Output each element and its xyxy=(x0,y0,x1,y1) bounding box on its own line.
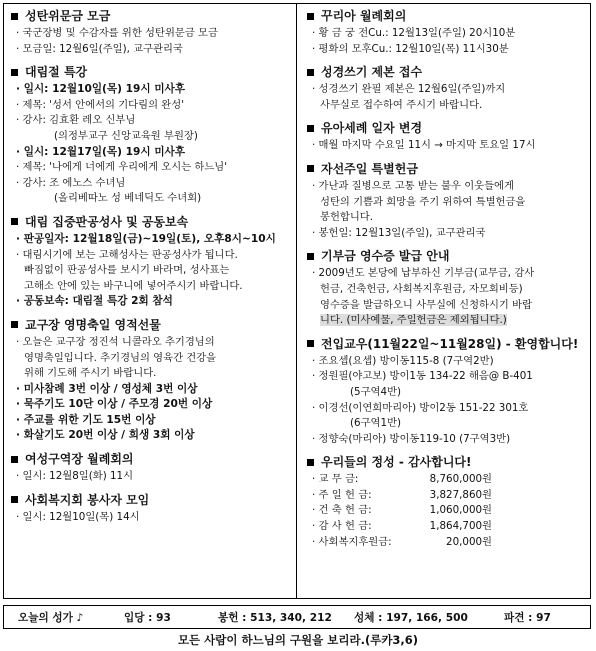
section-line xyxy=(10,510,292,526)
section-line xyxy=(306,210,588,226)
section-line xyxy=(306,354,588,370)
offering-amount: 8,760,000원 xyxy=(429,473,492,486)
section-line xyxy=(10,382,292,398)
scripture-verse: 모든 사람이 하느님의 구원을 보리라.(루카3,6) xyxy=(177,633,419,647)
section-s4 xyxy=(10,317,292,444)
line-text: 영명축일입니다. 추기경님의 영육간 건강을 xyxy=(24,351,217,364)
line-text: · 묵주기도 10단 이상 / 주모경 20번 이상 xyxy=(16,398,213,411)
section-r4 xyxy=(306,161,588,241)
offering-section xyxy=(306,454,588,550)
line-text: (6구역1반) xyxy=(350,417,401,430)
section-line xyxy=(306,179,588,195)
square-bullet-icon xyxy=(307,69,314,76)
square-bullet-icon xyxy=(11,69,18,76)
section-line xyxy=(306,266,588,282)
offering-row xyxy=(306,535,588,551)
square-bullet-icon xyxy=(11,13,18,20)
section-line xyxy=(10,98,292,114)
section-line xyxy=(10,191,292,207)
offering-row xyxy=(306,472,588,488)
section-heading: 대림절 특강 xyxy=(25,65,88,80)
section-line xyxy=(10,294,292,310)
section-line xyxy=(10,113,292,129)
offering-amount: 1,060,000원 xyxy=(429,504,492,517)
square-bullet-icon xyxy=(11,456,18,463)
square-bullet-icon xyxy=(307,340,314,347)
section-heading: 사회복지회 봉사자 모임 xyxy=(25,492,150,507)
section-heading: 유아세례 일자 변경 xyxy=(321,121,423,136)
section-heading: 교구장 영명축일 영적선물 xyxy=(25,317,161,332)
line-text: · 성경쓰기 완필 제본은 12월6일(주일)까지 xyxy=(312,83,506,96)
line-text: (5구역4반) xyxy=(350,385,401,398)
line-text: · 강사: 김효환 레오 신부님 xyxy=(16,114,136,127)
offering-row xyxy=(306,503,588,519)
section-line xyxy=(306,82,588,98)
section-line xyxy=(10,263,292,279)
section-s2 xyxy=(10,64,292,207)
section-line xyxy=(306,42,588,58)
section-line xyxy=(306,401,588,417)
line-text: 고해소 안에 있는 바구니에 넣어주시기 바랍니다. xyxy=(24,279,243,292)
section-heading: 전입교우(11월22일~11월28일) - 환영합니다! xyxy=(321,336,579,351)
section-line xyxy=(10,42,292,58)
hymn-label: 오늘의 성가 ♪ xyxy=(18,611,84,624)
offering-label: · 교 무 금: xyxy=(312,473,359,486)
square-bullet-icon xyxy=(307,13,314,20)
section-r5 xyxy=(306,248,588,328)
entrance-hymn: 입당 : 93 xyxy=(124,611,171,624)
section-line xyxy=(10,335,292,351)
offertory-hymn: 봉헌 : 513, 340, 212 xyxy=(218,611,332,624)
line-text: 봉헌합니다. xyxy=(320,211,374,224)
line-text: 니다. (미사예물, 주일헌금은 제외됩니다.) xyxy=(320,314,507,327)
line-text: · 제목: '성서 안에서의 기다림의 완성' xyxy=(16,98,185,111)
line-text: 영수증을 발급하오니 사무실에 신청하시기 바랍 xyxy=(320,298,533,311)
right-column xyxy=(306,8,588,557)
section-line xyxy=(10,26,292,42)
square-bullet-icon xyxy=(11,496,18,503)
section-line xyxy=(10,160,292,176)
section-line xyxy=(10,397,292,413)
line-text: · 정향숙(마리아) 방이동119-10 (7구역3반) xyxy=(312,432,511,445)
section-line xyxy=(306,369,588,385)
line-text: · 공동보속: 대림절 특강 2회 참석 xyxy=(16,295,173,308)
line-text: · 모금일: 12월6일(주일), 교구관리국 xyxy=(16,42,183,55)
left-column xyxy=(10,8,292,532)
line-text: · 가난과 질병으로 고통 받는 불우 이웃들에게 xyxy=(312,179,514,192)
section-line xyxy=(10,145,292,161)
line-text: · 오늘은 교구장 정진석 니콜라오 추기경님의 xyxy=(16,335,215,348)
line-text: · 판공일자: 12월18일(금)~19일(토), 오후8시~10시 xyxy=(16,232,276,245)
section-r6 xyxy=(306,336,588,448)
square-bullet-icon xyxy=(11,321,18,328)
section-heading: 자선주일 특별헌금 xyxy=(321,161,418,176)
offering-amount: 1,864,700원 xyxy=(429,520,492,533)
communion-hymn: 성체 : 197, 166, 500 xyxy=(354,611,468,624)
square-bullet-icon xyxy=(307,125,314,132)
section-line xyxy=(10,82,292,98)
section-line xyxy=(306,226,588,242)
section-s1 xyxy=(10,8,292,57)
section-line xyxy=(10,176,292,192)
offering-heading: 우리들의 정성 - 감사합니다! xyxy=(321,455,472,470)
offering-label: · 주 일 헌 금: xyxy=(312,488,372,501)
section-heading: 여성구역장 월례회의 xyxy=(25,452,134,467)
line-text: · 강사: 조 에노스 수녀님 xyxy=(16,176,126,189)
section-line xyxy=(10,413,292,429)
section-heading: 대림 집중판공성사 및 공동보속 xyxy=(25,214,189,229)
offering-label: · 감 사 헌 금: xyxy=(312,520,372,533)
line-text: (올리베따노 성 베네딕도 수녀회) xyxy=(54,192,202,205)
line-text: · 화살기도 20번 이상 / 희생 3회 이상 xyxy=(16,429,195,442)
square-bullet-icon xyxy=(307,253,314,260)
hymn-bar xyxy=(3,605,591,629)
line-text: 성탄의 기쁨과 희망을 주기 위하여 특별헌금을 xyxy=(320,195,526,208)
square-bullet-icon xyxy=(307,459,314,466)
section-line xyxy=(306,26,588,42)
section-line xyxy=(10,351,292,367)
line-text: · 미사참례 3번 이상 / 영성체 3번 이상 xyxy=(16,382,198,395)
section-line xyxy=(306,138,588,154)
offering-amount: 20,000원 xyxy=(446,535,492,548)
section-line xyxy=(306,98,588,114)
line-text: (의정부교구 신앙교육원 부원장) xyxy=(54,129,198,142)
section-heading: 성탄위문금 모금 xyxy=(25,9,111,23)
section-line xyxy=(306,385,588,401)
section-heading: 기부금 영수증 발급 안내 xyxy=(321,249,450,264)
section-line xyxy=(10,428,292,444)
offering-row xyxy=(306,488,588,504)
section-r2 xyxy=(306,64,588,113)
line-text: 헌금, 건축헌금, 사회복지후원금, 자모회비등) xyxy=(320,282,523,295)
line-text: 사무실로 접수하여 주시기 바랍니다. xyxy=(320,98,483,111)
section-line xyxy=(10,129,292,145)
column-divider xyxy=(296,3,297,599)
section-line xyxy=(10,366,292,382)
line-text: · 조요셉(요셉) 방이동115-8 (7구역2반) xyxy=(312,354,494,367)
section-line xyxy=(306,195,588,211)
section-line xyxy=(306,432,588,448)
square-bullet-icon xyxy=(11,218,18,225)
line-text: · 정원필(야고보) 방이1동 134-22 해음@ B-401 xyxy=(312,370,533,383)
section-line xyxy=(306,282,588,298)
section-line xyxy=(10,279,292,295)
line-text: · 일시: 12월17일(목) 19시 미사후 xyxy=(16,145,186,158)
offering-label: · 사회복지후원금: xyxy=(312,535,392,548)
line-text: · 대림시기에 보는 고해성사는 판공성사가 됩니다. xyxy=(16,248,238,261)
offering-label: · 건 축 헌 금: xyxy=(312,504,372,517)
section-heading: 성경쓰기 제본 접수 xyxy=(321,65,423,80)
line-text: · 이경선(이연희마리아) 방이2동 151-22 301호 xyxy=(312,401,529,414)
section-line xyxy=(10,248,292,264)
line-text: · 평화의 모후Cu.: 12월10일(목) 11시30분 xyxy=(312,42,509,55)
section-heading: 꾸리아 월례회의 xyxy=(321,9,407,23)
section-s6 xyxy=(10,492,292,526)
section-line xyxy=(10,232,292,248)
section-r3 xyxy=(306,120,588,154)
square-bullet-icon xyxy=(307,165,314,172)
line-text: 위해 기도해 주시기 바랍니다. xyxy=(24,367,157,380)
line-text: 빠짐없이 판공성사를 보시기 바라며, 성사표는 xyxy=(24,264,230,277)
section-line xyxy=(306,416,588,432)
line-text: · 매월 마지막 수요일 11시 → 마지막 토요일 17시 xyxy=(312,139,536,152)
line-text: · 일시: 12월8일(화) 11시 xyxy=(16,470,134,483)
section-s5 xyxy=(10,451,292,485)
line-text: · 일시: 12월10일(목) 19시 미사후 xyxy=(16,83,186,96)
line-text: · 봉헌일: 12월13일(주일), 교구관리국 xyxy=(312,226,486,239)
section-line xyxy=(10,469,292,485)
line-text: · 주교를 위한 기도 15번 이상 xyxy=(16,413,156,426)
line-text: · 2009년도 본당에 납부하신 기부금(교무금, 감사 xyxy=(312,267,535,280)
section-line xyxy=(306,313,588,329)
section-s3 xyxy=(10,214,292,310)
line-text: · 황 금 궁 전Cu.: 12월13일(주일) 20시10분 xyxy=(312,27,516,39)
recession-hymn: 파견 : 97 xyxy=(504,611,551,624)
line-text: · 일시: 12월10일(목) 14시 xyxy=(16,510,140,523)
line-text: · 국군장병 및 수감자를 위한 성탄위문금 모금 xyxy=(16,27,218,39)
offering-amount: 3,827,860원 xyxy=(429,488,492,501)
section-line xyxy=(306,298,588,314)
section-r1 xyxy=(306,8,588,57)
offering-row xyxy=(306,519,588,535)
line-text: · 제목: '나에게 너에게 우리에게 오시는 하느님' xyxy=(16,161,228,174)
